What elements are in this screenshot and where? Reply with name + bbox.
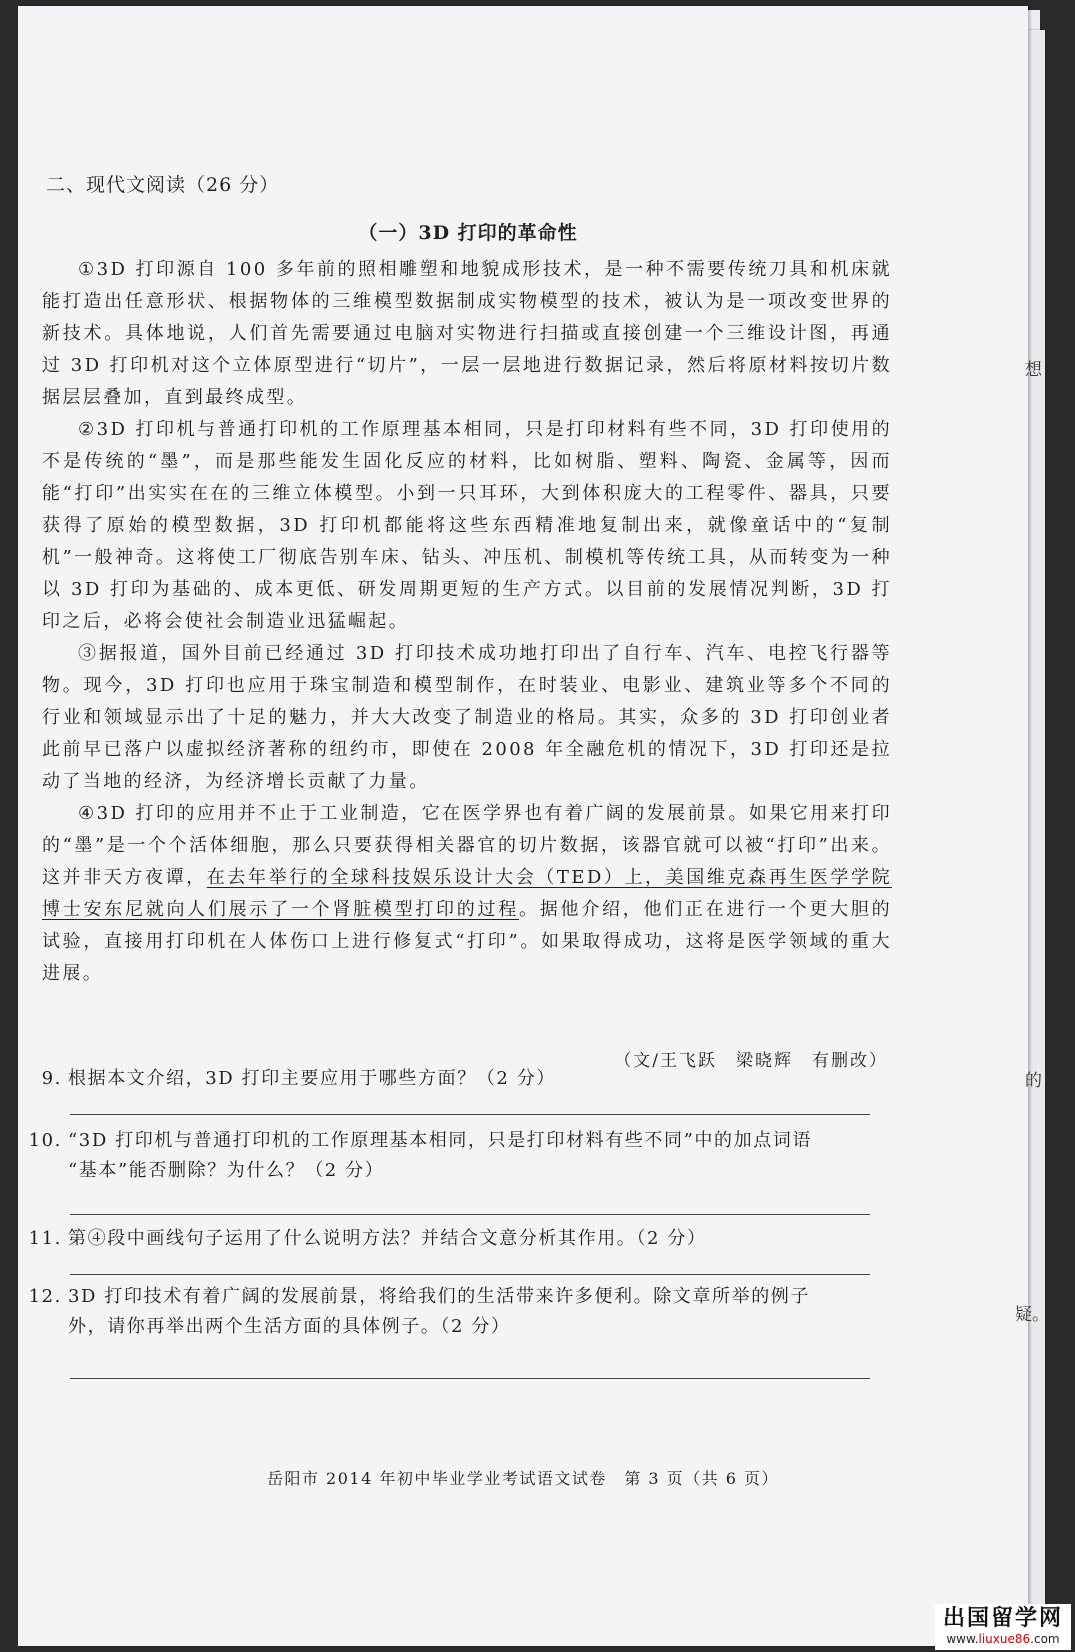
answer-line[interactable]	[70, 1274, 870, 1275]
article-body	[42, 254, 892, 990]
question-text: 外，请你再举出两个生活方面的具体例子。（2 分）	[68, 1316, 511, 1337]
question-text: “基本”能否删除？为什么？（2 分）	[68, 1160, 385, 1181]
paragraph-4-text: ④3D 打印的应用并不止于工业制造，它在医学界也有着广阔的发展前景。如果它用来打印的“墨”是一个个活体细胞，那么只要获得相关器官的切片数据，该器官就可以被“打印”出来。这并非天方夜谭，	[42, 803, 892, 888]
question-9	[18, 1064, 898, 1094]
paragraph-4	[42, 798, 892, 990]
paragraph-4-text: 。据他介绍，他们正在进行一个更大胆的试验，直接用打印机在人体伤口上进行修复式“打印”。如果取得成功，这将是医学领域的重大进展。	[42, 899, 892, 984]
question-12	[18, 1282, 898, 1342]
watermark-url-brand: liuxue86	[978, 1632, 1031, 1646]
question-number: 11.	[28, 1228, 62, 1249]
question-10	[18, 1126, 898, 1186]
page-footer: 岳阳市 2014 年初中毕业学业考试语文试卷 第 3 页（共 6 页）	[266, 1469, 780, 1488]
paragraph-2: ②3D 打印机与普通打印机的工作原理基本相同，只是打印材料有些不同，3D 打印使用的不是传统的“墨”，而是那些能发生固化反应的材料，比如树脂、塑料、陶瓷、金属等，因而能“打印”出实实在在的三维立体模型。小到一只耳环，大到体积庞大的工程零件、器具，只要获得了原始的模型数据，3D 打印机都能将这些东西精准地复制出来，就像童话中的“复制机”一般神奇。这将使工厂彻底告别车床、钻头、冲压机、制模机等传统工具，从而转变为一种以 3D 打印为基础的、成本更低、研发周期更短的生产方式。以目前的发展情况判断，3D 打印之后，必将会使社会制造业迅猛崛起。	[42, 419, 892, 632]
question-11	[18, 1224, 898, 1254]
edge-text-fragment: 的	[1025, 1071, 1042, 1091]
article-source: （文/王飞跃 梁晓辉 有删改）	[614, 1051, 888, 1071]
section-heading: 二、现代文阅读（26 分）	[46, 174, 280, 196]
paragraph-1: ①3D 打印源自 100 多年前的照相雕塑和地貌成形技术，是一种不需要传统刀具和机床就能打造出任意形状、根据物体的三维模型数据制成实物模型的技术，被认为是一项改变世界的新技术。具体地说，人们首先需要通过电脑对实物进行扫描或直接创建一个三维设计图，再通过 3D 打印机对这个立体原型进行“切片”，一层一层地进行数据记录，然后将原材料按切片数据层层叠加，直到最终成型。	[42, 259, 892, 408]
paragraph-3: ③据报道，国外目前已经通过 3D 打印技术成功地打印出了自行车、汽车、电控飞行器等物。现今，3D 打印也应用于珠宝制造和模型制作，在时装业、电影业、建筑业等多个不同的行业和领域显示出了十足的魅力，并大大改变了制造业的格局。其实，众多的 3D 打印创业者此前早已落户以虚拟经济著称的纽约市，即使在 2008 年全融危机的情况下，3D 打印还是拉动了当地的经济，为经济增长贡献了力量。	[42, 643, 892, 792]
question-text: 根据本文介绍，3D 打印主要应用于哪些方面？（2 分）	[68, 1068, 556, 1089]
question-text: 3D 打印技术有着广阔的发展前景，将给我们的生活带来许多便利。除文章所举的例子	[68, 1286, 811, 1307]
answer-line[interactable]	[70, 1214, 870, 1215]
question-number: 9.	[41, 1068, 62, 1089]
watermark-url-prefix: www.	[946, 1632, 979, 1646]
answer-line[interactable]	[70, 1378, 870, 1379]
underlined-sentence: 在去年举行的全球科技娱乐设计大会（TED）上，美国维克森再生医学学院博士安东尼就向人们展示了一个肾脏模型打印的过程	[42, 867, 892, 920]
watermark-title: 出国留学网	[942, 1606, 1063, 1631]
exam-page	[18, 6, 1028, 1646]
watermark-url-suffix: .com	[1030, 1632, 1060, 1646]
article-title: （一）3D 打印的革命性	[358, 222, 578, 244]
answer-line[interactable]	[70, 1114, 870, 1115]
watermark-url	[943, 1632, 1063, 1646]
question-number: 10.	[28, 1130, 62, 1151]
question-number: 12.	[28, 1286, 62, 1307]
edge-text-fragment: 疑。	[1015, 1305, 1049, 1325]
question-text: 第④段中画线句子运用了什么说明方法？并结合文意分析其作用。（2 分）	[68, 1228, 707, 1249]
watermark-logo	[935, 1604, 1071, 1650]
edge-text-fragment: 想	[1025, 360, 1042, 380]
question-text: “3D 打印机与普通打印机的工作原理基本相同，只是打印材料有些不同”中的加点词语	[68, 1130, 813, 1151]
